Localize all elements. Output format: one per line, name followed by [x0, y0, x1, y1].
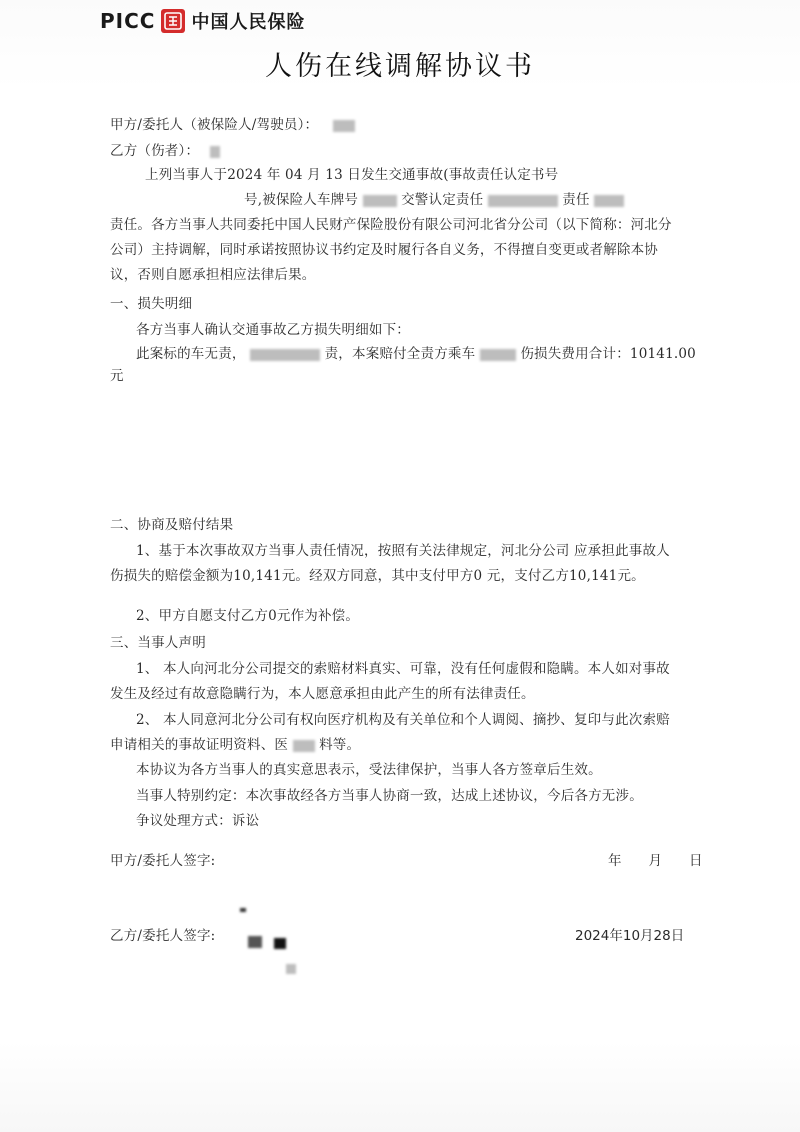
redaction — [488, 195, 558, 207]
section-2-p1b: 伤损失的赔偿金额为10,141元。经双方同意，其中支付甲方0 元，支付乙方10,141元。 — [110, 568, 645, 584]
party-b-date: 2024年10月28日 — [575, 928, 685, 944]
plate-redaction — [363, 195, 397, 207]
intro-line-3: 责任。各方当事人共同委托中国人民财产保险股份有限公司河北省分公司（以下简称：河北分 — [110, 217, 672, 233]
intro-line-5: 议，否则自愿承担相应法律后果。 — [110, 267, 316, 283]
section-2-p2: 2、甲方自愿支付乙方0元作为补偿。 — [136, 608, 360, 624]
redaction — [250, 349, 320, 361]
intro-text: 责任 — [562, 192, 590, 208]
section-3-p1a: 1、 本人向河北分公司提交的索赔材料真实、可靠，没有任何虚假和隐瞒。本人如对事故 — [136, 661, 670, 677]
intro-text: 交警认定责任 — [401, 192, 484, 208]
section-3-p3: 本协议为各方当事人的真实意思表示，受法律保护，当事人各方签章后生效。 — [136, 762, 602, 778]
picc-logo — [100, 6, 305, 36]
redaction — [293, 740, 315, 752]
section-3-heading: 三、当事人声明 — [110, 635, 206, 651]
section-2-heading: 二、协商及赔付结果 — [110, 517, 234, 533]
party-a-date: 年 月 日 — [608, 853, 703, 869]
section-3-p1b: 发生及经过有故意隐瞒行为，本人愿意承担由此产生的所有法律责任。 — [110, 686, 535, 702]
redaction — [210, 146, 220, 158]
section-3-p5: 争议处理方式：诉讼 — [136, 813, 260, 829]
section-3-p4: 当事人特别约定：本次事故经各方当事人协商一致，达成上述协议，今后各方无涉。 — [136, 788, 643, 804]
party-b-signature-label: 乙方/委托人签字: — [110, 928, 216, 944]
loss-text: 责，本案赔付全责方乘车 — [324, 346, 476, 362]
redaction — [333, 120, 355, 132]
intro-line-2 — [244, 188, 624, 208]
picc-wordmark: PICC — [100, 9, 156, 33]
loss-text: 此案标的车无责， — [136, 346, 246, 362]
signature-mark — [274, 938, 286, 949]
redaction — [594, 195, 624, 207]
section-1-heading: 一、损失明细 — [110, 296, 193, 312]
statement-text: 申请相关的事故证明资料、医 — [110, 737, 289, 753]
signature-mark — [240, 908, 246, 912]
company-name: 中国人民保险 — [191, 12, 306, 33]
section-1-p1: 各方当事人确认交通事故乙方损失明细如下： — [136, 322, 410, 338]
party-a-signature-label: 甲方/委托人签字: — [110, 853, 216, 869]
section-3-p2a: 2、 本人同意河北分公司有权向医疗机构及有关单位和个人调阅、摘抄、复印与此次索赔 — [136, 712, 670, 728]
signature-mark — [248, 936, 262, 948]
section-3-p2b — [110, 733, 360, 753]
intro-text: 号,被保险人车牌号 — [244, 192, 359, 208]
picc-seal-icon — [161, 9, 185, 33]
section-1-p2 — [136, 342, 696, 362]
party-a-label: 甲方/委托人（被保险人/驾驶员）： — [110, 117, 319, 133]
party-b-label: 乙方（伤者）： — [110, 143, 200, 159]
document-title: 人伤在线调解协议书 — [265, 51, 535, 82]
party-b-signature — [236, 906, 306, 976]
party-b-line — [110, 139, 220, 159]
signature-mark — [286, 964, 296, 974]
statement-text: 料等。 — [319, 737, 361, 753]
party-a-line — [110, 113, 355, 133]
redaction — [480, 349, 516, 361]
intro-line-1: 上列当事人于2024 年 04 月 13 日发生交通事故(事故责任认定书号 — [145, 167, 559, 183]
section-2-p1a: 1、基于本次事故双方当事人责任情况，按照有关法律规定，河北分公司 应承担此事故人 — [136, 543, 670, 559]
section-1-unit: 元 — [110, 368, 124, 384]
intro-line-4: 公司）主持调解，同时承诺按照协议书约定及时履行各自义务，不得擅自变更或者解除本协 — [110, 242, 658, 258]
loss-total: 伤损失费用合计：10141.00 — [520, 346, 696, 362]
